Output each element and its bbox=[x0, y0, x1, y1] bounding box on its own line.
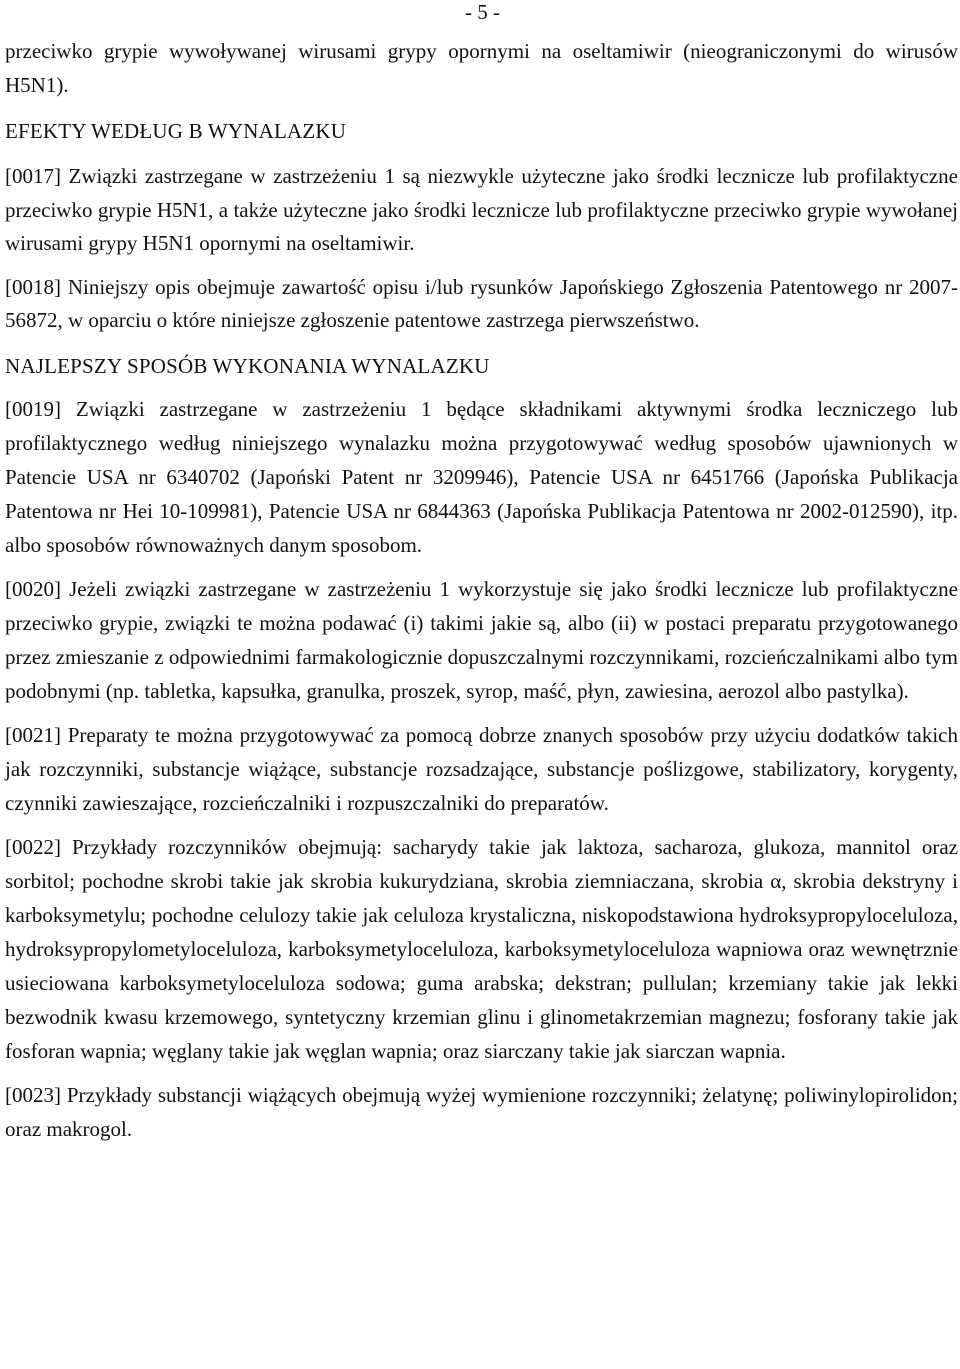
section-heading-best-mode: NAJLEPSZY SPOSÓB WYKONANIA WYNALAZKU bbox=[5, 353, 490, 378]
paragraph-text: Przykłady substancji wiążących obejmują wyżej wymienione rozczynniki; żelatynę; poliwinylopirolidon; oraz makrogol. bbox=[5, 1082, 958, 1141]
section-heading-effects: EFEKTY WEDŁUG B WYNALAZKU bbox=[5, 119, 347, 143]
paragraph-number: [0019] bbox=[5, 396, 61, 421]
paragraph-0021 bbox=[5, 718, 958, 820]
paragraph-text: Preparaty te można przygotowywać za pomocą dobrze znanych sposobów przy użyciu dodatków takich jak rozczynniki, substancje wiążące, substancje rozsadzające, substancje poślizgowe, stabilizatory, korygenty, czynniki zawieszające, rozcieńczalniki i rozpuszczalniki do preparatów. bbox=[5, 722, 958, 815]
paragraph-number: [0020] bbox=[5, 576, 61, 601]
paragraph-0020 bbox=[5, 572, 958, 708]
paragraph-text: Jeżeli związki zastrzegane w zastrzeżeniu 1 wykorzystuje się jako środki lecznicze lub profilaktyczne przeciwko grypie, związki te można podawać (i) takimi jakie są, albo (ii) w postaci preparatu przygotowanego przez zmieszanie z odpowiednimi farmakologicznie dopuszczalnymi rozczynnikami, rozcieńczalnikami albo tym podobnymi (np. tabletka, kapsułka, granulka, proszek, syrop, maść, płyn, zawiesina, aerozol albo pastylka). bbox=[5, 576, 958, 703]
paragraph-0022 bbox=[5, 830, 958, 1068]
paragraph-number: [0018] bbox=[5, 274, 61, 299]
paragraph-0018 bbox=[5, 271, 958, 338]
paragraph-0023 bbox=[5, 1078, 958, 1146]
paragraph-text: Niniejszy opis obejmuje zawartość opisu i/lub rysunków Japońskiego Zgłoszenia Patentowego nr 2007-56872, w oparciu o które niniejsze zgłoszenie patentowe zastrzega pierwszeństwo. bbox=[5, 274, 959, 332]
paragraph-text: Związki zastrzegane w zastrzeżeniu 1 są niezwykle użyteczne jako środki lecznicze lub profilaktyczne przeciwko grypie H5N1, a także użyteczne jako środki lecznicze lub profilaktyczne przeciwko grypie wywołanej wirusami grypy H5N1 opornymi na oseltamiwir. bbox=[5, 164, 958, 255]
paragraph-number: [0023] bbox=[5, 1082, 61, 1107]
paragraph-0017 bbox=[5, 160, 958, 261]
page-number: - 5 - bbox=[465, 0, 500, 24]
paragraph-0019 bbox=[5, 392, 958, 562]
paragraph-number: [0022] bbox=[5, 834, 61, 859]
paragraph-number: [0017] bbox=[5, 164, 61, 188]
paragraph-text: Przykłady rozczynników obejmują: sacharydy takie jak laktoza, sacharoza, glukoza, mannitol oraz sorbitol; pochodne skrobi takie jak skrobia kukurydziana, skrobia ziemniaczana, skrobia α, skrobia dekstryny i karboksymetylu; pochodne celulozy takie jak celuloza krystaliczna, niskopodstawiona hydroksypropyloceluloza, hydroksypropylometyloceluloza, karboksymetyloceluloza, karboksymetyloceluloza wapniowa oraz wewnętrznie usieciowana karboksymetyloceluloza sodowa; guma arabska; dekstran; pullulan; krzemiany takie jak lekki bezwodnik kwasu krzemowego, syntetyczny krzemian glinu i glinometakrzemian magnezu; fosforany takie jak fosforan wapnia; węglany takie jak węglan wapnia; oraz siarczany takie jak siarczan wapnia. bbox=[5, 834, 958, 1063]
paragraph-number: [0021] bbox=[5, 722, 61, 747]
continuation-paragraph: przeciwko grypie wywoływanej wirusami grypy opornymi na oseltamiwir (nieograniczonymi do wirusów H5N1). bbox=[5, 39, 958, 97]
paragraph-text: Związki zastrzegane w zastrzeżeniu 1 będące składnikami aktywnymi środka leczniczego lub profilaktycznego według niniejszego wynalazku można przygotowywać według sposobów ujawnionych w Patencie USA nr 6340702 (Japoński Patent nr 3209946), Patencie USA nr 6451766 (Japońska Publikacja Patentowa nr Hei 10-109981), Patencie USA nr 6844363 (Japońska Publikacja Patentowa nr 2002-012590), itp. albo sposobów równoważnych danym sposobom. bbox=[5, 396, 959, 557]
